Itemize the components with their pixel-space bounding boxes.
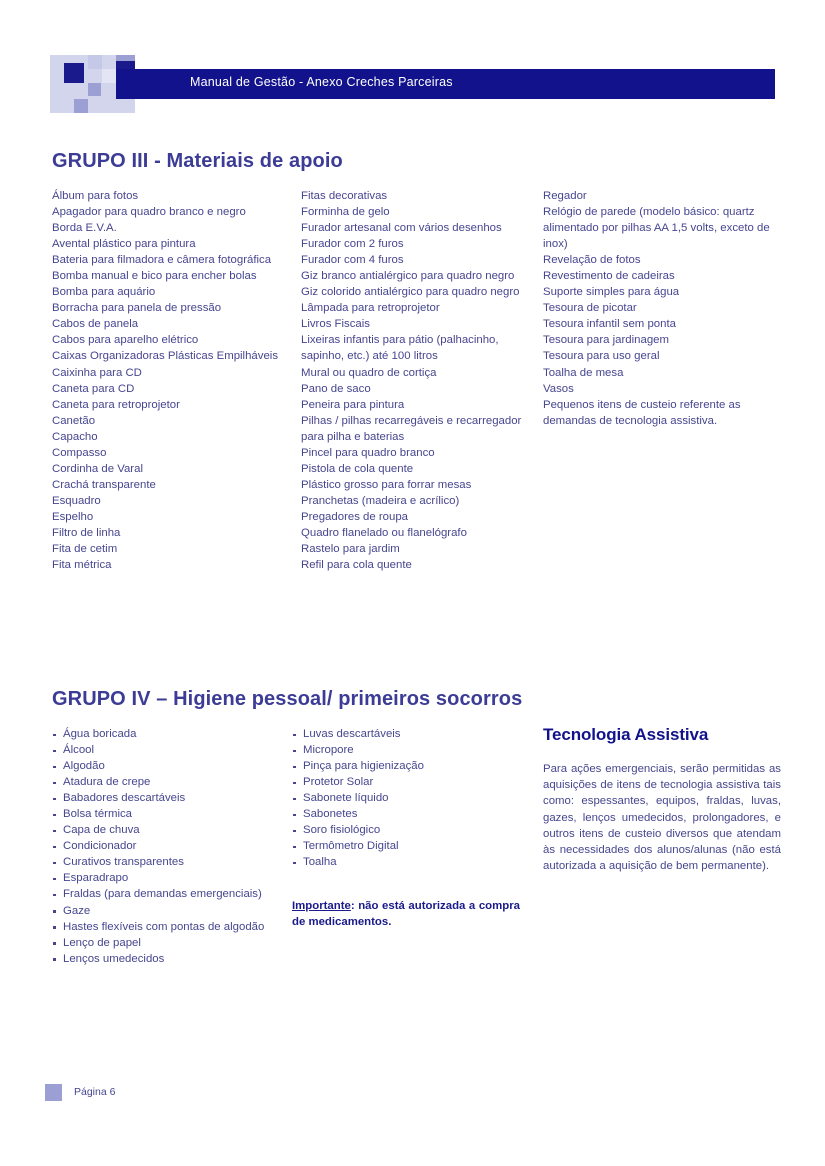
list-item: Vasos <box>543 382 574 395</box>
list-item: Água boricada <box>52 726 292 742</box>
list-item: Lixeiras infantis para pátio (palhacinho, sapinho, etc.) até 100 litros <box>301 334 499 363</box>
footer-square-icon <box>45 1084 62 1101</box>
list-item: Luvas descartáveis <box>292 726 520 742</box>
list-item: Canetão <box>52 414 96 427</box>
list-item: Atadura de crepe <box>52 774 292 790</box>
list-item: Avental plástico para pintura <box>52 238 196 251</box>
grupo-iv-column-1 <box>52 726 292 967</box>
grupo-iv-column-2 <box>292 726 520 870</box>
list-item: Cabos de panela <box>52 318 139 331</box>
list-item: Lenço de papel <box>52 935 292 951</box>
list-item: Pequenos itens de custeio referente as demandas de tecnologia assistiva. <box>543 398 741 427</box>
list-item: Peneira para pintura <box>301 398 405 411</box>
grupo-iii-column-3 <box>543 188 781 429</box>
list-item: Lâmpada para retroprojetor <box>301 302 440 315</box>
decorative-square-icon <box>88 83 101 96</box>
grupo-iii-column-1 <box>52 188 300 573</box>
list-item: Esparadrapo <box>52 870 292 886</box>
list-item: Toalha de mesa <box>543 366 624 379</box>
grupo-iii-heading: GRUPO III - Materiais de apoio <box>52 149 343 172</box>
list-item: Tesoura de picotar <box>543 302 637 315</box>
important-note <box>292 898 520 930</box>
list-item: Espelho <box>52 510 94 523</box>
list-item: Condicionador <box>52 838 292 854</box>
list-item: Giz branco antialérgico para quadro negro <box>301 270 515 283</box>
decorative-square-icon <box>102 69 116 83</box>
list-item: Algodão <box>52 758 292 774</box>
list-item: Crachá transparente <box>52 478 156 491</box>
list-item: Pranchetas (madeira e acrílico) <box>301 494 460 507</box>
decorative-square-icon <box>64 63 84 83</box>
grupo-iii-column-2 <box>301 188 537 573</box>
list-item: Revelação de fotos <box>543 254 641 267</box>
list-item: Filtro de linha <box>52 526 121 539</box>
list-item: Tesoura para jardinagem <box>543 334 670 347</box>
list-item: Borracha para panela de pressão <box>52 302 222 315</box>
list-item: Álcool <box>52 742 292 758</box>
list-item: Pistola de cola quente <box>301 462 414 475</box>
list-item: Mural ou quadro de cortiça <box>301 366 437 379</box>
list-item: Babadores descartáveis <box>52 790 292 806</box>
list-item: Bomba para aquário <box>52 286 156 299</box>
list-item: Compasso <box>52 446 107 459</box>
list-item: Giz colorido antialérgico para quadro negro <box>301 286 520 299</box>
header-title: Manual de Gestão - Anexo Creches Parceiras <box>190 75 453 89</box>
list-item: Furador com 2 furos <box>301 238 404 251</box>
list-item: Plástico grosso para forrar mesas <box>301 478 472 491</box>
list-item: Capa de chuva <box>52 822 292 838</box>
list-item: Forminha de gelo <box>301 206 390 219</box>
important-note-rest: : não está autorizada a compra de medicamentos. <box>292 900 520 929</box>
list-item: Borda E.V.A. <box>52 222 117 235</box>
list-item: Livros Fiscais <box>301 318 370 331</box>
list-item: Toalha <box>292 854 520 870</box>
list-item: Lenços umedecidos <box>52 951 292 967</box>
page-header <box>50 55 775 113</box>
list-item: Capacho <box>52 430 98 443</box>
list-item: Caixinha para CD <box>52 366 142 379</box>
list-item: Bolsa térmica <box>52 806 292 822</box>
page-number-label: Página 6 <box>74 1086 116 1098</box>
list-item: Pano de saco <box>301 382 371 395</box>
list-item: Cordinha de Varal <box>52 462 143 475</box>
decorative-square-icon <box>88 55 102 69</box>
list-item: Caneta para CD <box>52 382 135 395</box>
list-item: Sabonetes <box>292 806 520 822</box>
decorative-square-icon <box>74 99 88 113</box>
list-item: Esquadro <box>52 494 101 507</box>
list-item: Apagador para quadro branco e negro <box>52 206 246 219</box>
list-item: Micropore <box>292 742 520 758</box>
list-item: Suporte simples para água <box>543 286 680 299</box>
list-item: Álbum para fotos <box>52 190 139 202</box>
tecnologia-assistiva-title: Tecnologia Assistiva <box>543 725 709 744</box>
list-item: Tesoura infantil sem ponta <box>543 318 676 331</box>
list-item: Fita métrica <box>52 559 112 572</box>
list-item: Relógio de parede (modelo básico: quartz alimentado por pilhas AA 1,5 volts, exceto de inox) <box>543 206 770 251</box>
list-item: Termômetro Digital <box>292 838 520 854</box>
tecnologia-assistiva-block <box>543 725 781 874</box>
grupo-iv-heading: GRUPO IV – Higiene pessoal/ primeiros socorros <box>52 687 523 710</box>
list-item: Protetor Solar <box>292 774 520 790</box>
list-item: Rastelo para jardim <box>301 543 400 556</box>
list-item: Fitas decorativas <box>301 190 388 202</box>
list-item: Hastes flexíveis com pontas de algodão <box>52 919 292 935</box>
list-item: Tesoura para uso geral <box>543 350 660 363</box>
list-item: Fita de cetim <box>52 543 118 556</box>
list-item: Refil para cola quente <box>301 559 412 572</box>
important-note-lead: Importante <box>292 900 351 913</box>
list-item: Curativos transparentes <box>52 854 292 870</box>
list-item: Caixas Organizadoras Plásticas Empilháveis <box>52 350 279 363</box>
list-item: Furador com 4 furos <box>301 254 404 267</box>
list-item: Sabonete líquido <box>292 790 520 806</box>
list-item: Fraldas (para demandas emergenciais) <box>52 886 292 902</box>
list-item: Quadro flanelado ou flanelógrafo <box>301 526 467 539</box>
list-item: Pregadores de roupa <box>301 510 409 523</box>
list-item: Regador <box>543 190 587 202</box>
list-item: Gaze <box>52 903 292 919</box>
list-item: Furador artesanal com vários desenhos <box>301 222 502 235</box>
tecnologia-assistiva-body: Para ações emergenciais, serão permitidas as aquisições de itens de tecnologia assistiva tais como: espessantes, equipos, fraldas, luvas, gazes, lenços umedecidos, prolongadores, e outros itens de custeio diversos que atendam às necessidades dos alunos/alunas (não está autorizada a aquisição de bem permanente). <box>543 763 781 873</box>
list-item: Bateria para filmadora e câmera fotográfica <box>52 254 272 267</box>
list-item: Pilhas / pilhas recarregáveis e recarregador para pilha e baterias <box>301 414 522 443</box>
list-item: Revestimento de cadeiras <box>543 270 675 283</box>
list-item: Pincel para quadro branco <box>301 446 435 459</box>
list-item: Cabos para aparelho elétrico <box>52 334 199 347</box>
list-item: Caneta para retroprojetor <box>52 398 180 411</box>
list-item: Soro fisiológico <box>292 822 520 838</box>
list-item: Pinça para higienização <box>292 758 520 774</box>
list-item: Bomba manual e bico para encher bolas <box>52 270 257 283</box>
